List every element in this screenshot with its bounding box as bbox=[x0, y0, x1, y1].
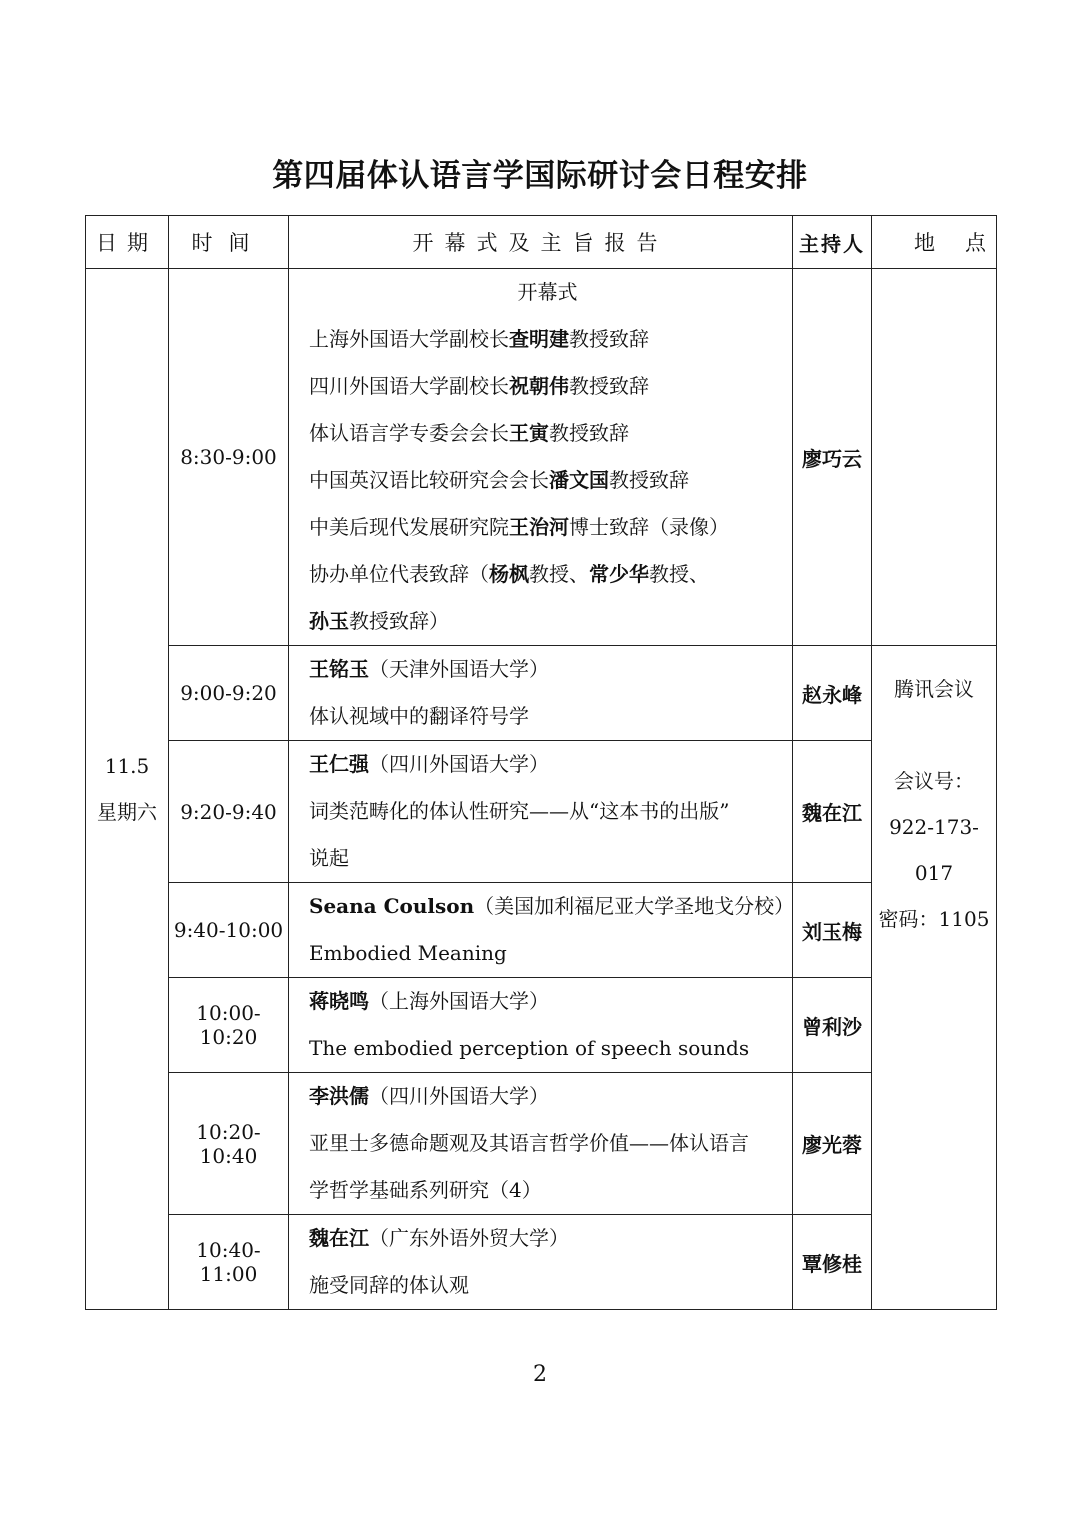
content-text: 亚里士多德命题观及其语言哲学价值——体认语言 bbox=[309, 1131, 749, 1155]
speaker-name: 查明建 bbox=[509, 327, 569, 351]
date-weekday: 星期六 bbox=[97, 800, 157, 824]
host-cell: 曾利沙 bbox=[793, 978, 872, 1073]
content-line bbox=[309, 363, 786, 410]
header-location: 地 点 bbox=[872, 216, 997, 269]
content-line bbox=[309, 978, 786, 1025]
header-time: 时间 bbox=[169, 216, 289, 269]
schedule-table bbox=[85, 215, 997, 1310]
content-cell bbox=[289, 1073, 793, 1215]
content-line bbox=[309, 457, 786, 504]
time-cell: 10:20-10:40 bbox=[169, 1073, 289, 1215]
location-meeting-id: 922-173-017 bbox=[889, 815, 979, 885]
content-text: 中国英汉语比较研究会会长 bbox=[309, 468, 549, 492]
header-content: 开幕式及主旨报告 bbox=[289, 216, 793, 269]
content-line bbox=[309, 1262, 786, 1309]
content-text: （四川外国语大学） bbox=[369, 752, 549, 776]
content-text: 体认视域中的翻译符号学 bbox=[309, 704, 529, 728]
content-line bbox=[309, 693, 786, 740]
content-line bbox=[309, 1073, 786, 1120]
content-line bbox=[309, 410, 786, 457]
content-line bbox=[309, 269, 786, 316]
content-text: 教授致辞 bbox=[609, 468, 689, 492]
schedule-row bbox=[86, 269, 997, 646]
content-text: （美国加利福尼亚大学圣地戈分校） bbox=[474, 894, 795, 918]
speaker-name: 孙玉 bbox=[309, 609, 349, 633]
schedule-row bbox=[86, 1073, 997, 1215]
spacer bbox=[872, 712, 996, 758]
content-text: 词类范畴化的体认性研究——从“这本书的出版” bbox=[309, 799, 730, 823]
page-number: 2 bbox=[533, 1362, 547, 1387]
content-text: 教授致辞） bbox=[349, 609, 449, 633]
content-text: 博士致辞（录像） bbox=[569, 515, 729, 539]
content-text: Embodied Meaning bbox=[309, 941, 507, 965]
speaker-name: 李洪儒 bbox=[309, 1084, 369, 1108]
content-text: 中美后现代发展研究院 bbox=[309, 515, 509, 539]
content-text: （广东外语外贸大学） bbox=[369, 1226, 569, 1250]
host-cell: 覃修桂 bbox=[793, 1215, 872, 1310]
content-line bbox=[309, 551, 786, 598]
content-text: 教授致辞 bbox=[549, 421, 629, 445]
content-line bbox=[309, 930, 786, 977]
content-text: 教授致辞 bbox=[569, 374, 649, 398]
header-date: 日期 bbox=[86, 216, 169, 269]
content-cell bbox=[289, 883, 793, 978]
content-text: 学哲学基础系列研究（4） bbox=[309, 1178, 542, 1202]
content-cell bbox=[289, 978, 793, 1073]
speaker-name: 王仁强 bbox=[309, 752, 369, 776]
time-cell: 10:40-11:00 bbox=[169, 1215, 289, 1310]
page-title: 第四届体认语言学国际研讨会日程安排 bbox=[272, 158, 808, 194]
time-cell: 9:00-9:20 bbox=[169, 646, 289, 741]
speaker-name: 王治河 bbox=[509, 515, 569, 539]
content-text: 开幕式 bbox=[517, 280, 578, 304]
speaker-name: 魏在江 bbox=[309, 1226, 369, 1250]
speaker-name: 常少华 bbox=[589, 562, 649, 586]
time-cell: 10:00-10:20 bbox=[169, 978, 289, 1073]
location-cell bbox=[872, 646, 997, 1310]
content-text: 教授、 bbox=[649, 562, 709, 586]
header-row bbox=[86, 216, 997, 269]
speaker-name: 王寅 bbox=[509, 421, 549, 445]
content-line bbox=[309, 883, 795, 930]
content-cell bbox=[289, 741, 793, 883]
speaker-name: 王铭玉 bbox=[309, 657, 369, 681]
content-line bbox=[309, 504, 786, 551]
content-line bbox=[309, 646, 786, 693]
content-line bbox=[309, 1120, 786, 1167]
content-line bbox=[309, 835, 786, 882]
date-cell bbox=[86, 269, 169, 1310]
content-line bbox=[309, 316, 786, 363]
schedule-row bbox=[86, 741, 997, 883]
content-cell bbox=[289, 1215, 793, 1310]
content-text: 教授致辞 bbox=[569, 327, 649, 351]
time-cell: 8:30-9:00 bbox=[169, 269, 289, 646]
schedule-row bbox=[86, 1215, 997, 1310]
content-text: （天津外国语大学） bbox=[369, 657, 549, 681]
schedule-body bbox=[86, 269, 997, 1310]
speaker-name: Seana Coulson bbox=[309, 894, 475, 918]
content-text: 施受同辞的体认观 bbox=[309, 1273, 469, 1297]
location-password: 密码：1105 bbox=[878, 907, 990, 931]
content-cell bbox=[289, 646, 793, 741]
content-text: 协办单位代表致辞（ bbox=[309, 562, 489, 586]
location-platform: 腾讯会议 bbox=[894, 677, 974, 701]
content-cell bbox=[289, 269, 793, 646]
schedule-row bbox=[86, 883, 997, 978]
location-meeting-id-label: 会议号： bbox=[894, 769, 974, 793]
content-line bbox=[309, 1215, 786, 1262]
content-line bbox=[309, 788, 786, 835]
time-cell: 9:40-10:00 bbox=[169, 883, 289, 978]
content-text: The embodied perception of speech sounds bbox=[309, 1036, 750, 1060]
header-host: 主持人 bbox=[793, 216, 872, 269]
content-text: 体认语言学专委会会长 bbox=[309, 421, 509, 445]
content-text: 说起 bbox=[309, 846, 349, 870]
content-line bbox=[309, 1025, 786, 1072]
schedule-row bbox=[86, 646, 997, 741]
content-line bbox=[309, 741, 786, 788]
host-cell: 魏在江 bbox=[793, 741, 872, 883]
host-cell: 廖巧云 bbox=[793, 269, 872, 646]
content-text: （四川外国语大学） bbox=[369, 1084, 549, 1108]
host-cell: 刘玉梅 bbox=[793, 883, 872, 978]
date-day: 11.5 bbox=[104, 754, 150, 778]
speaker-name: 蒋晓鸣 bbox=[309, 989, 369, 1013]
content-text: 上海外国语大学副校长 bbox=[309, 327, 509, 351]
content-text: （上海外国语大学） bbox=[369, 989, 549, 1013]
time-cell: 9:20-9:40 bbox=[169, 741, 289, 883]
content-text: 教授、 bbox=[529, 562, 589, 586]
content-text: 四川外国语大学副校长 bbox=[309, 374, 509, 398]
content-line bbox=[309, 598, 786, 645]
content-line bbox=[309, 1167, 786, 1214]
speaker-name: 潘文国 bbox=[549, 468, 609, 492]
speaker-name: 杨枫 bbox=[489, 562, 529, 586]
speaker-name: 祝朝伟 bbox=[509, 374, 569, 398]
schedule-row bbox=[86, 978, 997, 1073]
host-cell: 赵永峰 bbox=[793, 646, 872, 741]
host-cell: 廖光蓉 bbox=[793, 1073, 872, 1215]
location-blank-cell bbox=[872, 269, 997, 646]
